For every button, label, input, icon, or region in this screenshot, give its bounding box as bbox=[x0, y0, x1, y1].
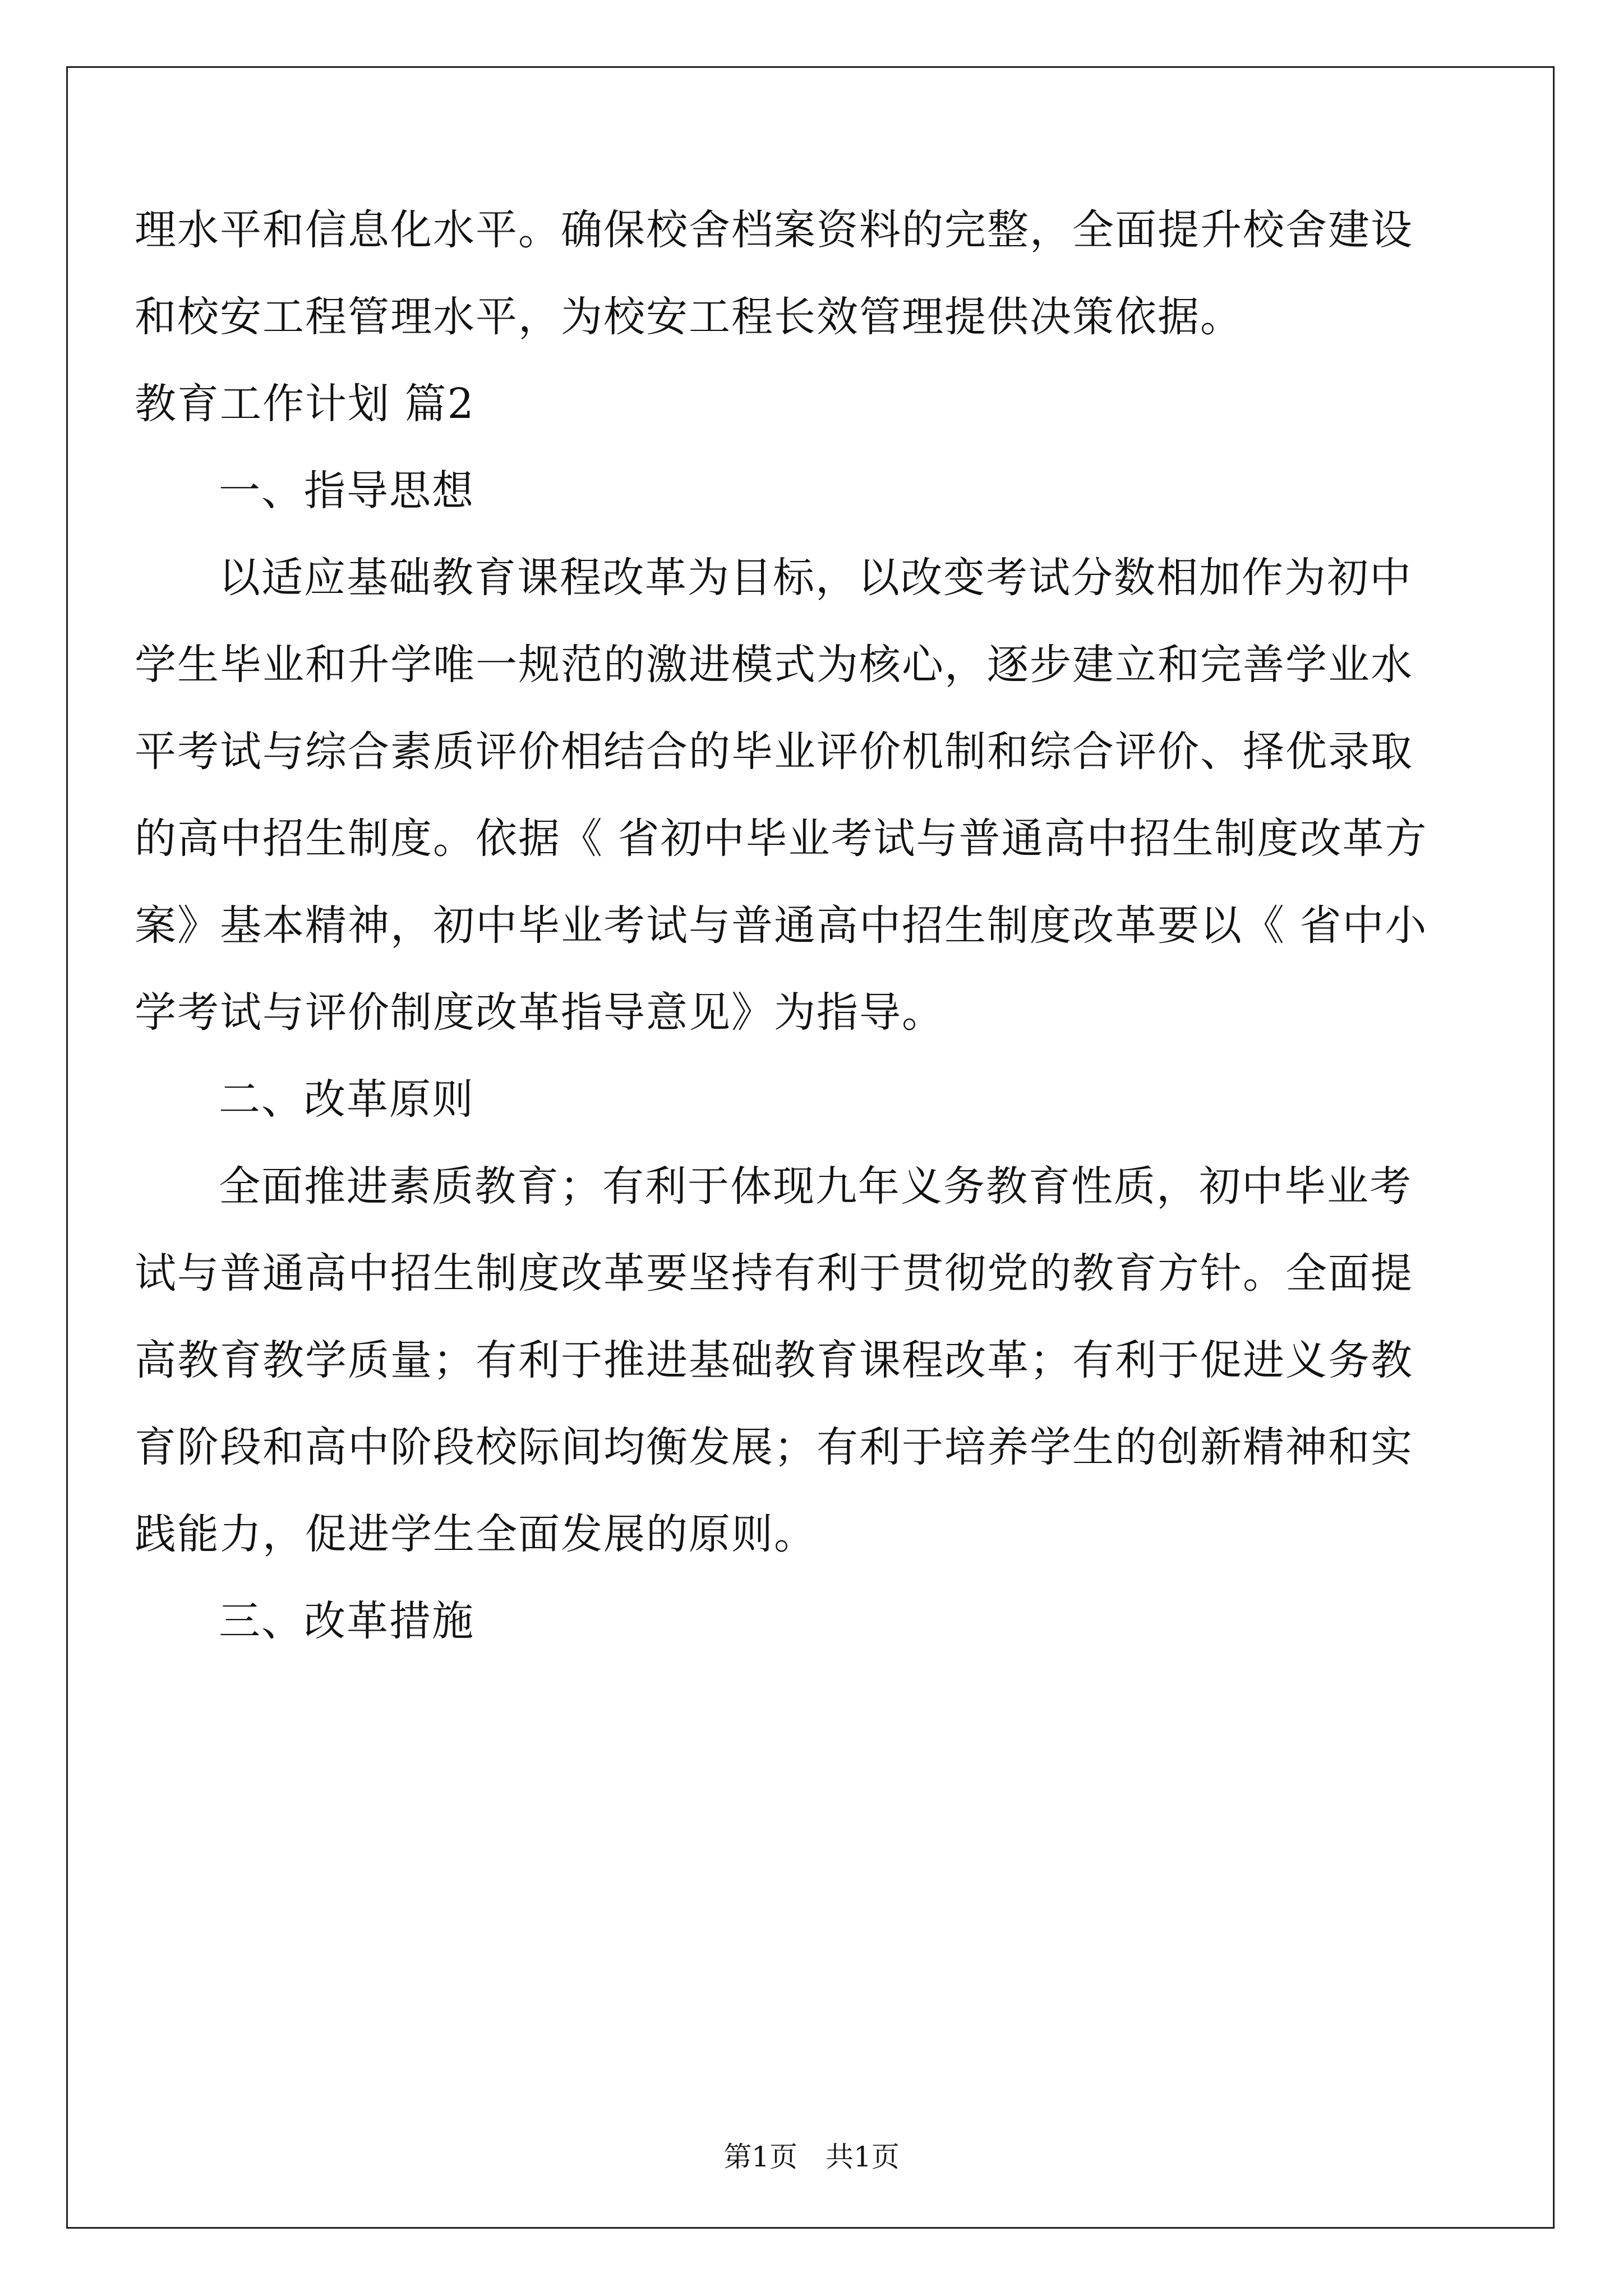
section-heading: 一、指导思想 bbox=[219, 467, 474, 515]
paragraph-line: 全面推进素质教育；有利于体现九年义务教育性质，初中毕业考 bbox=[219, 1162, 1412, 1211]
paragraph-line: 案》基本精神，初中毕业考试与普通高中招生制度改革要以《 省中小 bbox=[135, 901, 1428, 950]
paragraph-line: 理水平和信息化水平。确保校舍档案资料的完整，全面提升校舍建设 bbox=[135, 206, 1413, 254]
paragraph-line: 学考试与评价制度改革指导意见》为指导。 bbox=[135, 988, 944, 1037]
paragraph-line: 试与普通高中招生制度改革要坚持有利于贯彻党的教育方针。全面提 bbox=[135, 1249, 1413, 1297]
paragraph-line: 的高中招生制度。依据《 省初中毕业考试与普通高中招生制度改革方 bbox=[135, 815, 1428, 863]
section-heading: 二、改革原则 bbox=[219, 1075, 474, 1124]
page-number-footer: 第1页 共1页 bbox=[723, 2141, 900, 2173]
section-title: 教育工作计划 篇2 bbox=[135, 380, 475, 428]
paragraph-line: 和校安工程管理水平，为校安工程长效管理提供决策依据。 bbox=[135, 293, 1243, 341]
paragraph-line: 以适应基础教育课程改革为目标，以改变考试分数相加作为初中 bbox=[219, 554, 1412, 602]
paragraph-line: 育阶段和高中阶段校际间均衡发展；有利于培养学生的创新精神和实 bbox=[135, 1423, 1413, 1471]
paragraph-line: 践能力，促进学生全面发展的原则。 bbox=[135, 1510, 817, 1558]
paragraph-line: 平考试与综合素质评价相结合的毕业评价机制和综合评价、择优录取 bbox=[135, 728, 1413, 776]
paragraph-line: 学生毕业和升学唯一规范的激进模式为核心，逐步建立和完善学业水 bbox=[135, 641, 1413, 689]
section-heading: 三、改革措施 bbox=[219, 1597, 474, 1645]
paragraph-line: 高教育教学质量；有利于推进基础教育课程改革；有利于促进义务教 bbox=[135, 1336, 1413, 1384]
